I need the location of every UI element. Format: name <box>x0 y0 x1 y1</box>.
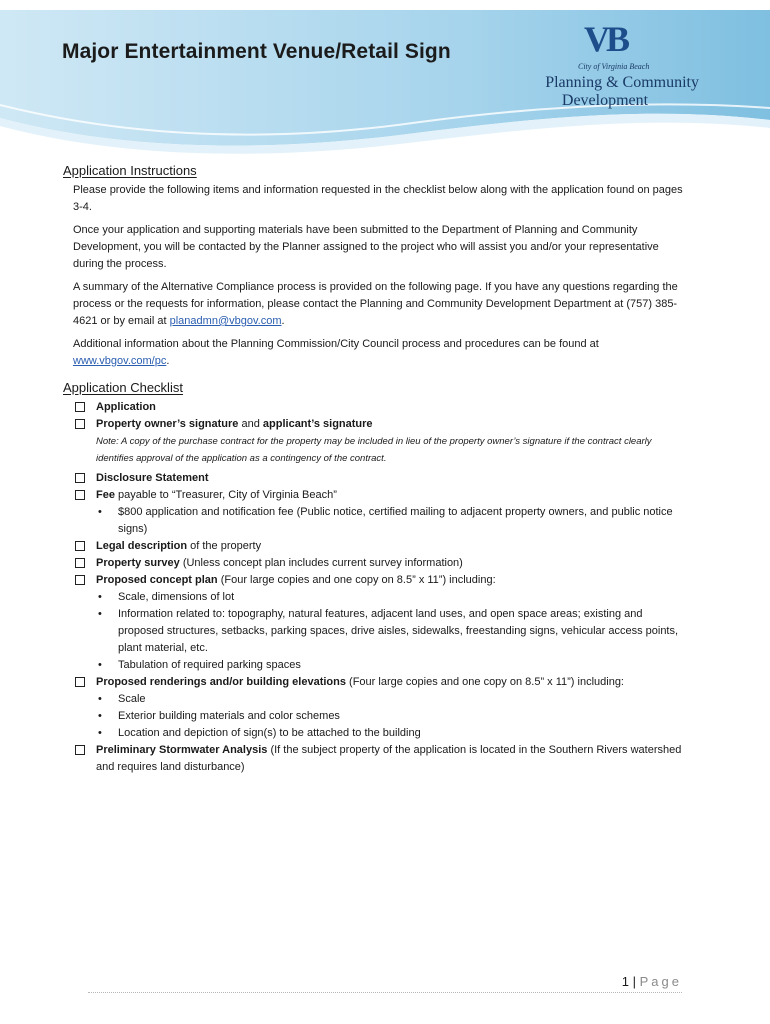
item-label-2: applicant’s signature <box>262 418 373 430</box>
instructions-paragraph-1: Please provide the following items and information requested in the checklist below along with the application found on pages 3-4. <box>73 184 683 213</box>
bullet-icon: • <box>98 710 102 722</box>
checklist-item-renderings <box>63 674 683 691</box>
list-item <box>63 589 683 606</box>
bullet-icon: • <box>98 659 102 671</box>
p3-end: . <box>281 315 285 327</box>
website-link[interactable]: www.vbgov.com/pc <box>73 355 167 367</box>
signature-note: Note: A copy of the purchase contract for the property may be included in lieu of the property owner’s signature if the contract clearly identifies approval of the application as a contingency of the contract. <box>96 436 652 464</box>
sub-item-text: Scale <box>118 693 146 705</box>
item-text: payable to “Treasurer, City of Virginia Beach” <box>114 489 337 501</box>
list-item <box>63 725 683 742</box>
sub-item-text: Information related to: topography, natural features, adjacent land uses, and open space areas; existing and proposed structures, setbacks, parking spaces, drive aisles, sidewalks, freestanding signs, vehicular access points, plant material, etc. <box>118 608 679 654</box>
p3-text: A summary of the Alternative Compliance process is provided on the following page. If you have any questions regarding the process or the requests for information, please contact the Planning and Community Development Department at (757) 385-4621 or by email at <box>73 281 678 327</box>
page-number <box>618 974 682 989</box>
logo-city-name: City of Virginia Beach <box>578 62 650 71</box>
checklist-item-concept-plan <box>63 572 683 589</box>
checklist-item-stormwater <box>63 742 683 776</box>
page-number-value: 1 <box>621 974 630 989</box>
item-text: and <box>238 418 263 430</box>
item-label: Property survey <box>96 557 180 569</box>
logo-department-line1: Planning & Community <box>545 74 699 91</box>
sub-item-text: Exterior building materials and color schemes <box>118 710 340 722</box>
instructions-heading: Application Instructions <box>63 163 197 178</box>
p4-text: Additional information about the Planning Commission/City Council process and procedures can be found at <box>73 338 599 350</box>
bullet-icon: • <box>98 727 102 739</box>
checklist-item-fee <box>63 487 683 504</box>
list-item <box>63 691 683 708</box>
list-item <box>63 708 683 725</box>
checkbox[interactable] <box>75 677 85 687</box>
item-label: Disclosure Statement <box>96 472 209 484</box>
page-separator: | <box>629 974 640 989</box>
item-label: Application <box>96 401 156 413</box>
instructions-paragraph-2: Once your application and supporting materials have been submitted to the Department of Planning and Community Development, you will be contacted by the Planner assigned to the project who will assist you and/or your representative during the process. <box>73 224 659 270</box>
item-label: Preliminary Stormwater Analysis <box>96 744 268 756</box>
item-label: Property owner’s signature <box>96 418 239 430</box>
item-text: of the property <box>187 540 262 552</box>
bullet-icon: • <box>98 591 102 603</box>
bullet-icon: • <box>98 506 102 518</box>
item-label: Legal description <box>96 540 188 552</box>
list-item <box>63 504 683 538</box>
item-label: Proposed renderings and/or building elevations <box>96 676 346 688</box>
p4-end: . <box>166 355 170 367</box>
checkbox[interactable] <box>75 745 85 755</box>
vb-logo-mark: VB <box>584 19 627 59</box>
checkbox[interactable] <box>75 558 85 568</box>
item-text: (Unless concept plan includes current survey information) <box>179 557 463 569</box>
sub-item-text: $800 application and notification fee (Public notice, certified mailing to adjacent property owners, and public notice signs) <box>118 506 673 535</box>
list-item <box>63 657 683 674</box>
page-header <box>0 0 770 160</box>
checkbox[interactable] <box>75 490 85 500</box>
item-text: (Four large copies and one copy on 8.5” x 11”) including: <box>217 574 496 586</box>
checkbox[interactable] <box>75 473 85 483</box>
checklist-item-application <box>63 399 683 416</box>
checklist-item-legal-description <box>63 538 683 555</box>
checklist-item-survey <box>63 555 683 572</box>
checkbox[interactable] <box>75 402 85 412</box>
sub-item-text: Location and depiction of sign(s) to be attached to the building <box>118 727 421 739</box>
item-label: Proposed concept plan <box>96 574 218 586</box>
checklist-item-disclosure <box>63 470 683 487</box>
checkbox[interactable] <box>75 419 85 429</box>
checklist-item-signatures <box>63 416 683 433</box>
checkbox[interactable] <box>75 541 85 551</box>
document-body <box>63 162 683 776</box>
email-link[interactable]: planadmn@vbgov.com <box>169 315 282 327</box>
sub-item-text: Scale, dimensions of lot <box>118 591 235 603</box>
instructions-paragraph-4 <box>73 336 683 370</box>
bullet-icon: • <box>98 693 102 705</box>
instructions-paragraph-3 <box>73 279 683 330</box>
bullet-icon: • <box>98 608 102 620</box>
item-text: (Four large copies and one copy on 8.5” x 11”) including: <box>345 676 624 688</box>
checkbox[interactable] <box>75 575 85 585</box>
checklist-heading: Application Checklist <box>63 380 183 395</box>
logo-department-line2: Development <box>561 92 649 109</box>
page-title: Major Entertainment Venue/Retail Sign <box>62 40 451 63</box>
page-footer <box>88 974 682 993</box>
sub-item-text: Tabulation of required parking spaces <box>118 659 301 671</box>
item-text: (If the subject property of the application is located in the Southern Rivers watershed and requires land disturbance) <box>96 744 682 773</box>
list-item <box>63 606 683 657</box>
item-label: Fee <box>96 489 115 501</box>
page-label: Page <box>639 974 682 989</box>
